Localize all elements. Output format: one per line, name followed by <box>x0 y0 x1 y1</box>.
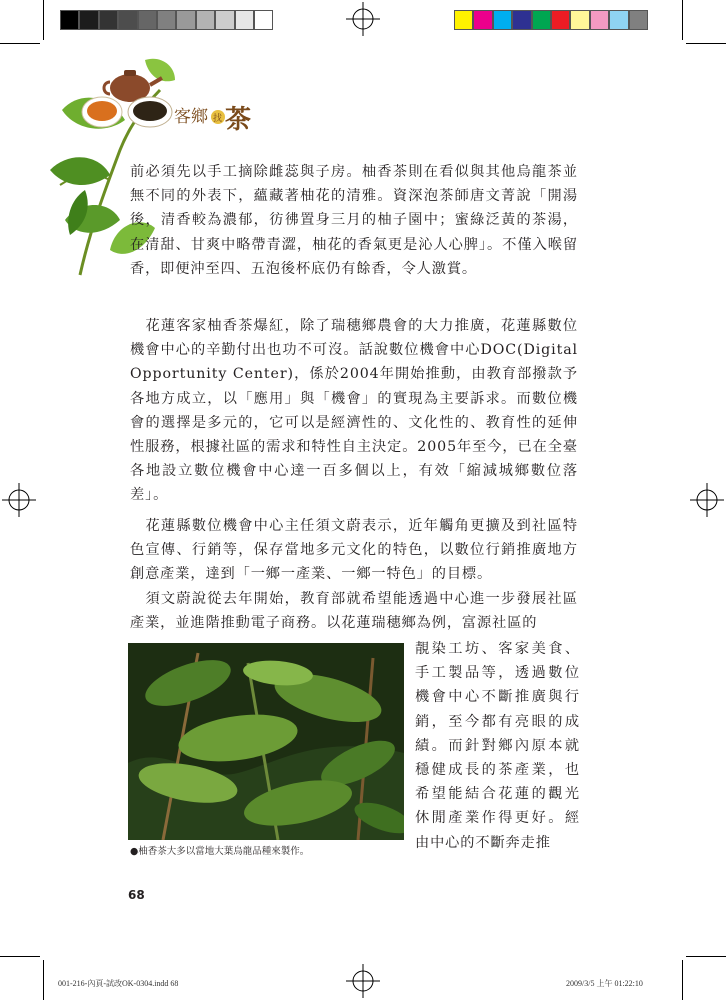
registration-mark-top <box>346 2 380 36</box>
crop-mark <box>686 43 726 44</box>
color-swatch <box>532 10 551 30</box>
tea-leaf-icon <box>50 157 110 185</box>
header-title-suffix: 茶 <box>225 105 252 135</box>
header-title-prefix: 客鄉 <box>174 107 208 127</box>
article-paragraph-4: 須文蔚說從去年開始，教育部就希望能透過中心進一步發展社區產業，並進階推動電子商務。以花蓮瑞穗鄉為例，富源社區的 <box>130 591 578 632</box>
crop-mark <box>682 0 683 40</box>
crop-mark <box>43 960 44 1000</box>
color-swatch <box>79 10 98 30</box>
color-swatch <box>454 10 473 30</box>
crop-mark <box>0 956 40 957</box>
color-swatch <box>235 10 254 30</box>
article-paragraph-2: 花蓮客家柚香茶爆紅，除了瑞穗鄉農會的大力推廣，花蓮縣數位機會中心的辛勤付出也功不可沒。話說數位機會中心DOC(Digital Opportunity Center)，係於2004年開始推動，由教育部撥款予各地方成立，以「應用」與「機會」的實現為主要訴求。而數位機會的選擇是多元的，它可以是經濟性的、文化性的、教育性的延伸性服務，根據社區的需求和特性自主決定。2005年至今，已在全臺各地設立數位機會中心達一百多個以上，有效「縮減城鄉數位落差」。 <box>130 318 578 504</box>
color-swatch <box>629 10 648 30</box>
color-swatch <box>551 10 570 30</box>
color-swatch <box>493 10 512 30</box>
slug-file-name: 001-216-內頁-試改OK-0304.indd 68 <box>58 979 179 988</box>
color-swatch <box>99 10 118 30</box>
color-swatch <box>138 10 157 30</box>
crop-mark <box>682 960 683 1000</box>
color-swatch <box>215 10 234 30</box>
color-swatch <box>590 10 609 30</box>
color-swatch <box>609 10 628 30</box>
color-swatch <box>157 10 176 30</box>
registration-mark-bottom <box>346 964 380 998</box>
article-paragraph-4-continued: 靚染工坊、客家美食、手工製品等，透過數位機會中心不斷推廣與行銷，至今都有亮眼的成績。而針對鄉內原本就穩健成長的茶產業，也希望能結合花蓮的觀光休閒產業作得更好。經由中心的不斷奔走推 <box>415 641 580 851</box>
article-paragraph-3: 花蓮縣數位機會中心主任須文蔚表示，近年觸角更擴及到社區特色宣傳、行銷等，保存當地多元文化的特色，以數位行銷推廣地方創意產業，達到「一鄉一產業、一鄉一特色」的目標。 <box>130 518 578 583</box>
registration-mark-right <box>690 483 724 517</box>
color-swatch <box>570 10 589 30</box>
color-swatch <box>512 10 531 30</box>
color-swatch <box>196 10 215 30</box>
tea-cup-icon <box>82 97 122 127</box>
article-paragraph-1: 前必須先以手工摘除雌蕊與子房。柚香茶則在看似與其他烏龍茶並無不同的外表下，蘊藏著柚花的清雅。資深泡茶師唐文菁說「開湯後，清香較為濃郁，彷彿置身三月的柚子園中；蜜綠泛黃的茶湯，在清甜、甘爽中略帶青澀，柚花的香氣更是沁人心脾」。不僅入喉留香，即便沖至四、五泡後杯底仍有餘香，令人激賞。 <box>130 164 578 277</box>
crop-mark <box>686 956 726 957</box>
header-title-badge: 找 <box>213 114 223 124</box>
color-swatch <box>60 10 79 30</box>
page-number: 68 <box>128 888 145 902</box>
crop-mark <box>0 43 40 44</box>
crop-mark <box>43 0 44 40</box>
gray-color-bar <box>60 10 273 30</box>
color-swatch <box>254 10 273 30</box>
tea-bush-photo <box>128 643 404 840</box>
color-swatch <box>473 10 492 30</box>
registration-mark-left <box>2 483 36 517</box>
slug-timestamp: 2009/3/5 上午 01:22:10 <box>566 979 643 988</box>
tea-leaves-dish-icon <box>128 97 172 127</box>
process-color-bar <box>454 10 648 30</box>
color-swatch <box>118 10 137 30</box>
color-swatch <box>176 10 195 30</box>
photo-caption: ●柚香茶大多以當地大葉烏龍品種來製作。 <box>130 846 310 857</box>
